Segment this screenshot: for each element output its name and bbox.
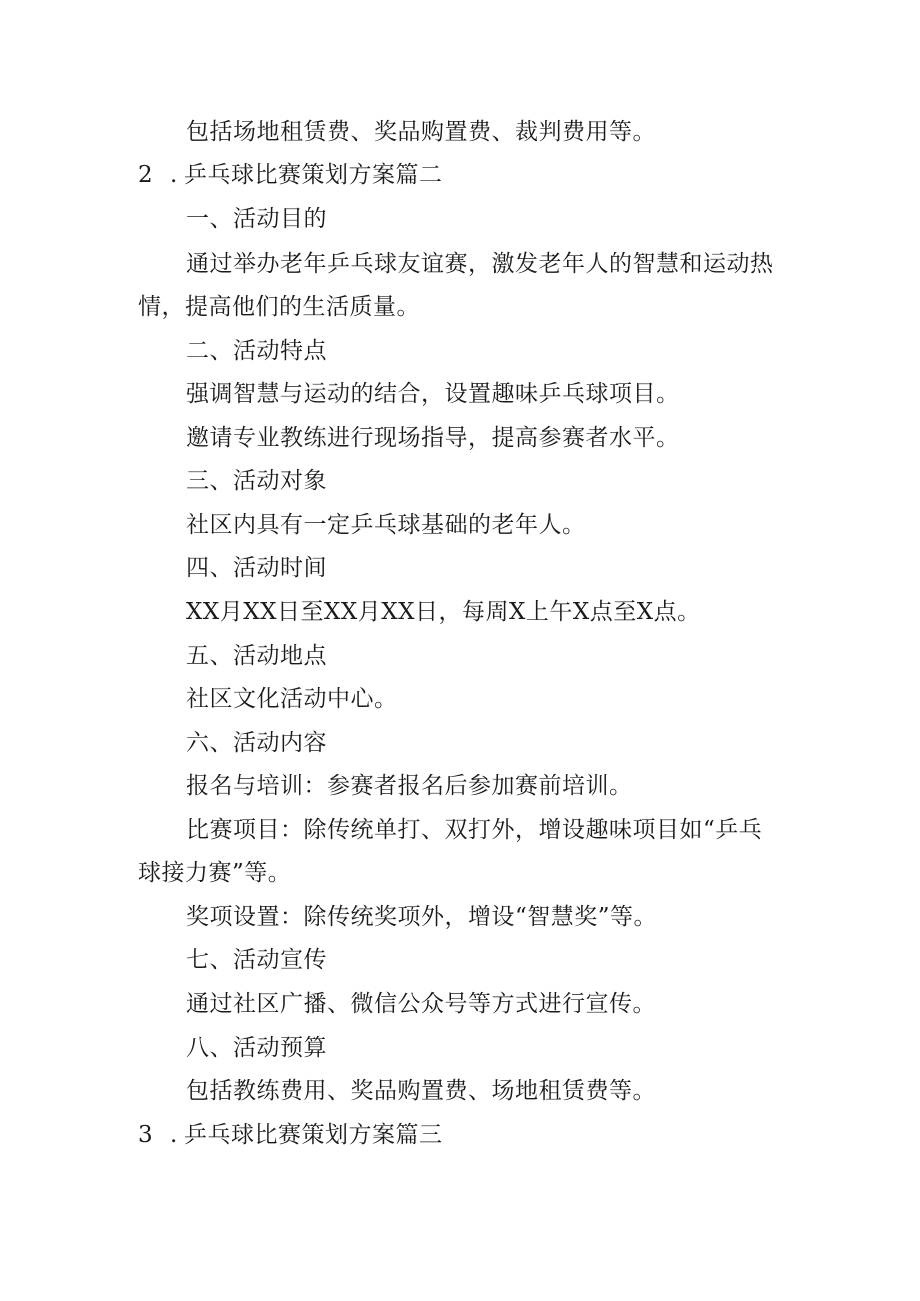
- paragraph-content-events-line-2: 球接力赛”等。: [138, 860, 292, 886]
- paragraph-features-2: 邀请专业教练进行现场指导，提高参赛者水平。: [186, 425, 680, 451]
- subheading-features: 二、活动特点: [186, 338, 327, 364]
- paragraph-budget-1: 包括场地租赁费、奖品购置费、裁判费用等。: [186, 119, 656, 145]
- paragraph-audience: 社区内具有一定乒乓球基础的老年人。: [186, 512, 586, 538]
- subheading-audience: 三、活动对象: [186, 468, 327, 494]
- paragraph-content-awards: 奖项设置：除传统奖项外，增设“智慧奖”等。: [186, 904, 658, 930]
- subheading-location: 五、活动地点: [186, 643, 327, 669]
- subheading-time: 四、活动时间: [186, 555, 327, 581]
- section-dot: .: [170, 162, 178, 188]
- paragraph-location: 社区文化活动中心。: [186, 686, 398, 712]
- section-dot: .: [170, 1122, 178, 1148]
- paragraph-promotion: 通过社区广播、微信公众号等方式进行宣传。: [186, 991, 656, 1017]
- paragraph-purpose-line-2: 情，提高他们的生活质量。: [138, 294, 420, 320]
- subheading-purpose: 一、活动目的: [186, 206, 327, 232]
- paragraph-features-1: 强调智慧与运动的结合，设置趣味乒乓球项目。: [186, 381, 680, 407]
- subheading-promotion: 七、活动宣传: [186, 947, 327, 973]
- paragraph-content-registration: 报名与培训：参赛者报名后参加赛前培训。: [186, 773, 633, 799]
- section-heading-2: [138, 160, 443, 190]
- section-title: 乒乓球比赛策划方案篇三: [184, 1122, 443, 1148]
- paragraph-budget-2: 包括教练费用、奖品购置费、场地租赁费等。: [186, 1078, 656, 1104]
- subheading-budget: 八、活动预算: [186, 1035, 327, 1061]
- subheading-content: 六、活动内容: [186, 730, 327, 756]
- section-number: 3: [138, 1122, 154, 1148]
- section-title: 乒乓球比赛策划方案篇二: [184, 162, 443, 188]
- section-number: 2: [138, 162, 154, 188]
- paragraph-purpose-line-1: 通过举办老年乒乓球友谊赛，激发老年人的智慧和运动热: [186, 251, 774, 277]
- section-heading-3: [138, 1120, 443, 1150]
- paragraph-time: XX月XX日至XX月XX日，每周X上午X点至X点。: [186, 599, 701, 625]
- paragraph-content-events-line-1: 比赛项目：除传统单打、双打外，增设趣味项目如“乒乓: [186, 817, 763, 843]
